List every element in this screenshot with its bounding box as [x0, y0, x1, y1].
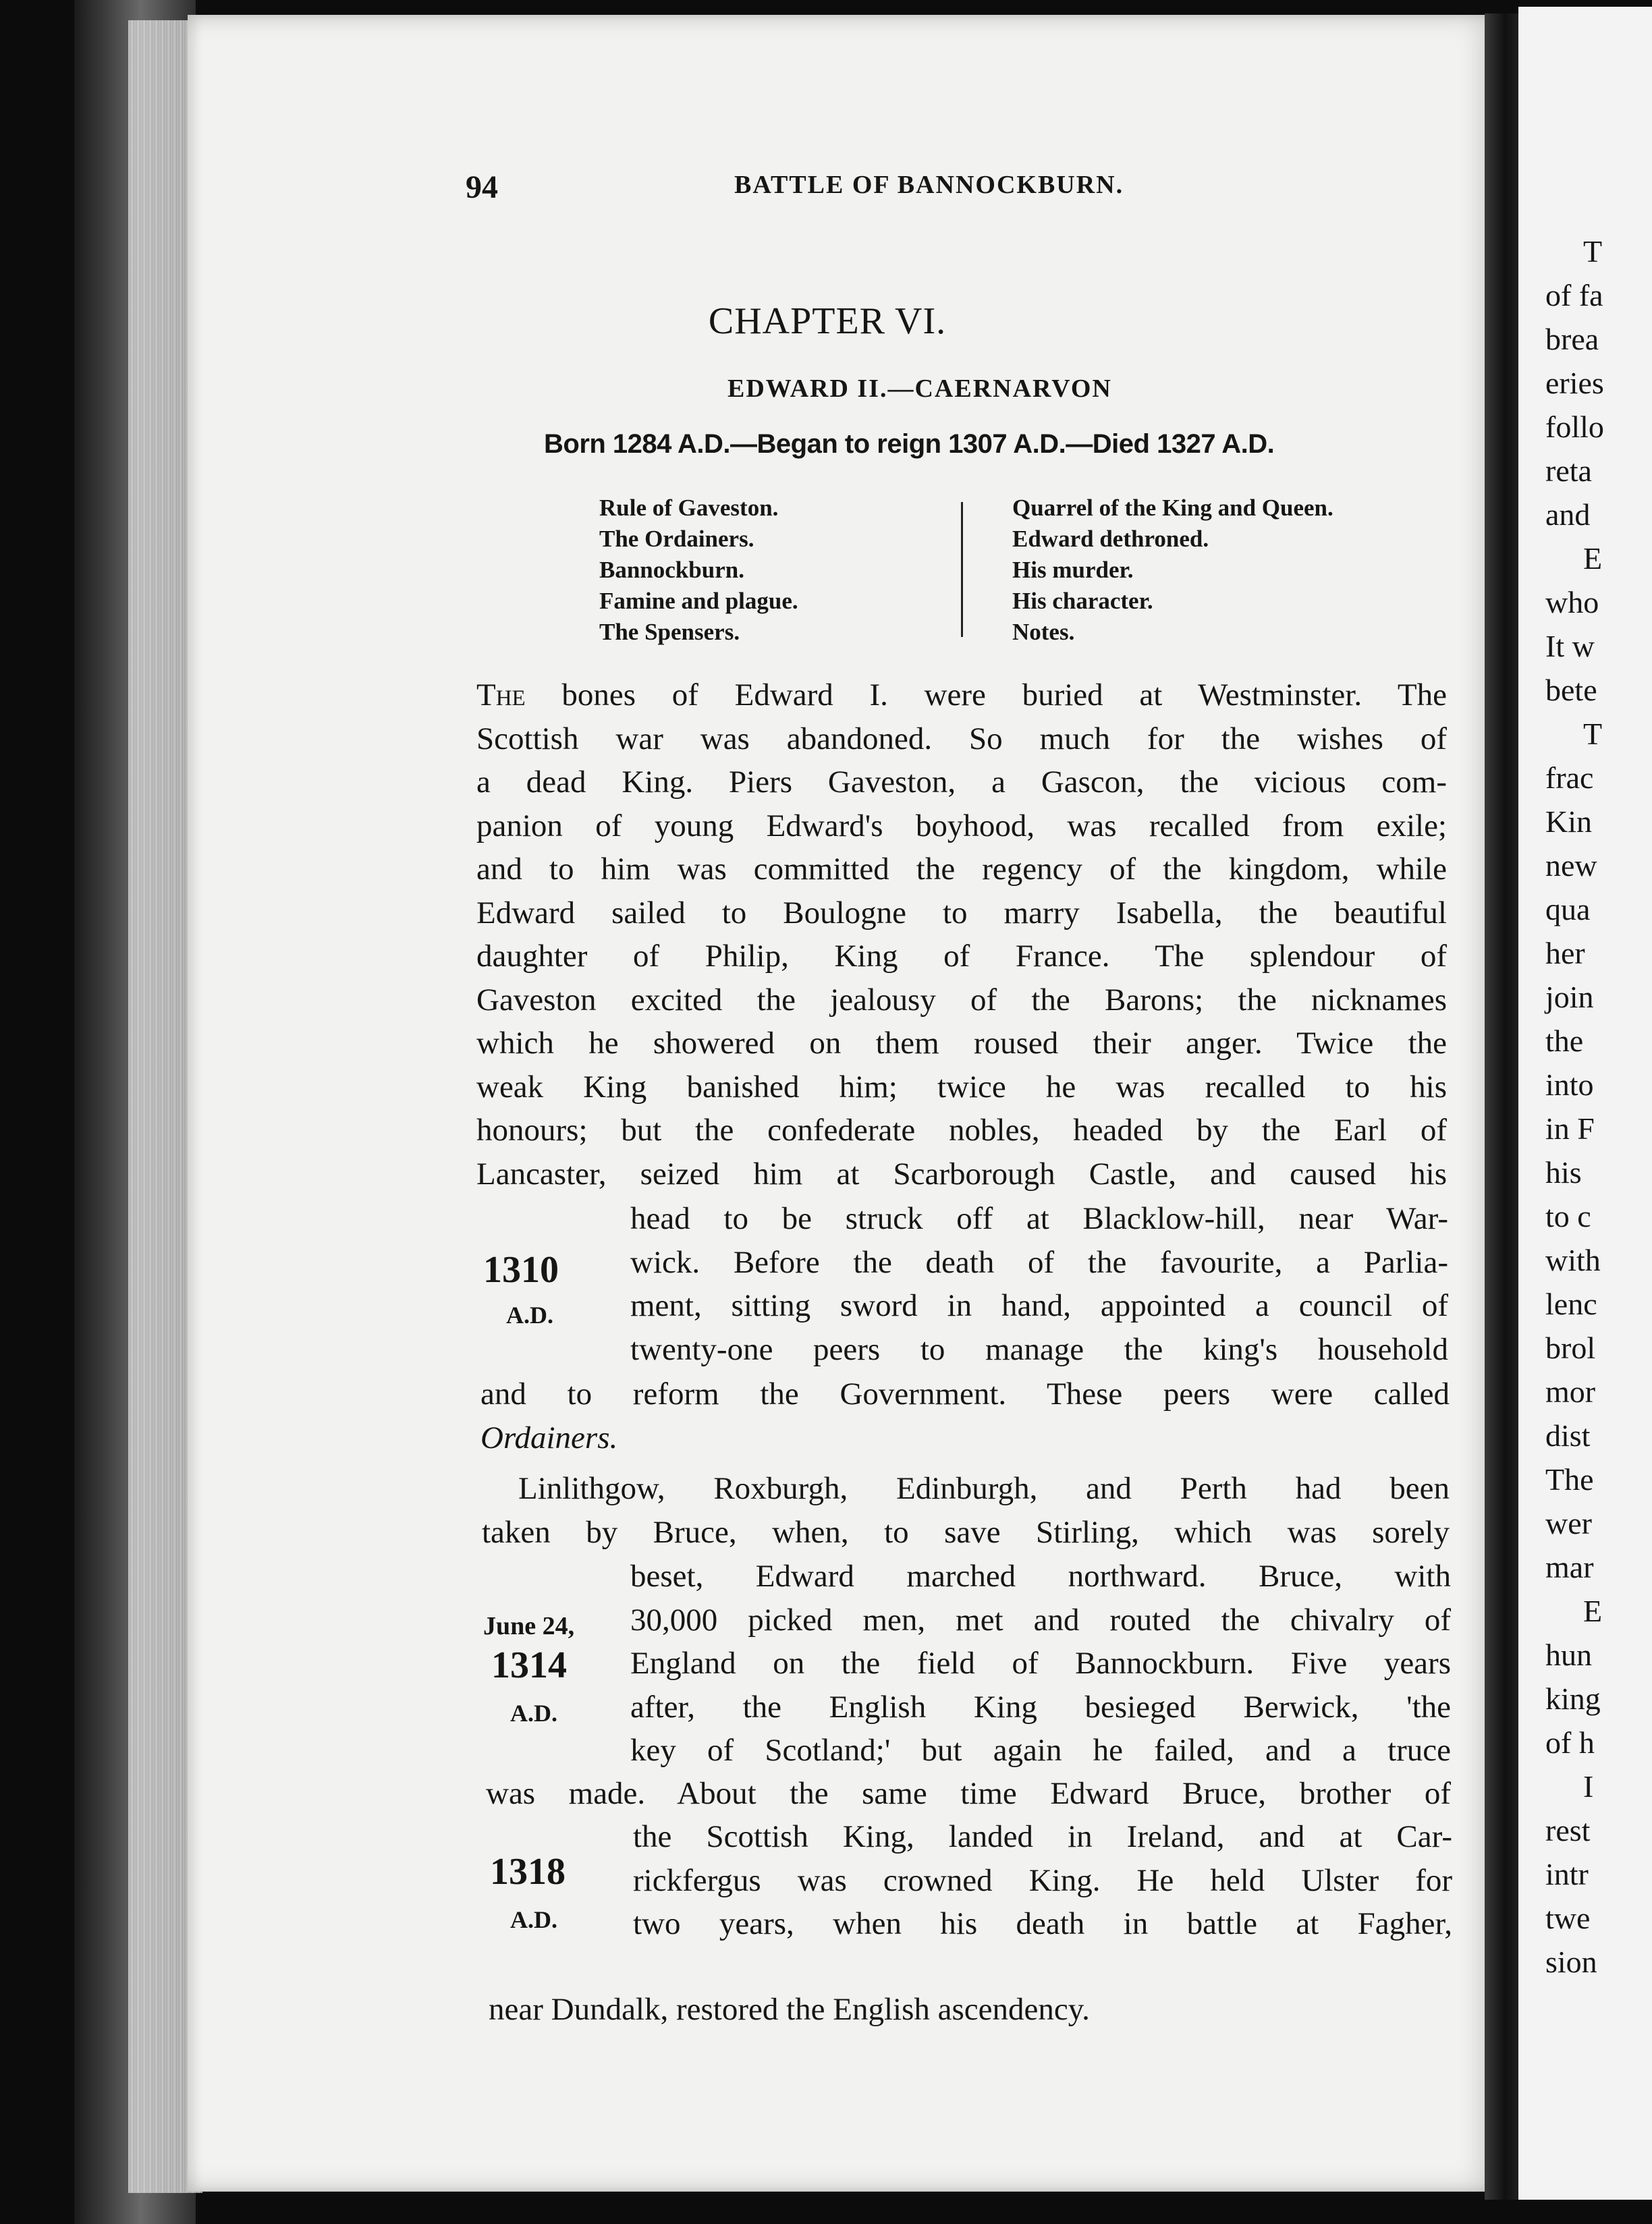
facing-line: reta	[1545, 453, 1592, 488]
facing-line: brol	[1545, 1331, 1596, 1365]
facing-line: his	[1545, 1155, 1582, 1190]
facing-line: rest	[1545, 1813, 1591, 1847]
facing-line: in F	[1545, 1111, 1595, 1146]
contents-divider	[961, 502, 963, 637]
text-line: key of Scotland;' but again he failed, and a truce	[630, 1733, 1451, 1768]
facing-line: Kin	[1545, 804, 1592, 839]
margin-year-1318: 1318	[490, 1851, 566, 1893]
contents-item: His murder.	[1012, 557, 1134, 583]
facing-line: It w	[1545, 629, 1595, 663]
text-line: rickfergus was crowned King. He held Ulster for	[633, 1862, 1452, 1898]
facing-line: her	[1545, 936, 1585, 970]
text-line: taken by Bruce, when, to save Stirling, which was sorely	[482, 1514, 1450, 1550]
facing-line: mor	[1545, 1374, 1596, 1409]
running-head: BATTLE OF BANNOCKBURN.	[734, 171, 1124, 199]
margin-era: A.D.	[506, 1302, 553, 1329]
contents-item: Quarrel of the King and Queen.	[1012, 495, 1333, 521]
text-line: the Scottish King, landed in Ireland, and at Car-	[633, 1819, 1452, 1854]
paragraph-2	[482, 1467, 1450, 1554]
text-line: Edward sailed to Boulogne to marry Isabella, the beautiful	[476, 895, 1447, 930]
facing-line: sion	[1545, 1945, 1597, 1979]
facing-line: T	[1583, 234, 1603, 269]
facing-line: brea	[1545, 322, 1599, 356]
facing-line: hun	[1545, 1638, 1592, 1672]
facing-line: qua	[1545, 892, 1591, 926]
facing-line: the	[1545, 1024, 1584, 1058]
facing-line: T	[1583, 717, 1603, 751]
reign-dates: Born 1284 A.D.—Began to reign 1307 A.D.—Died 1327 A.D.	[544, 429, 1275, 459]
facing-line: lenc	[1545, 1287, 1597, 1321]
chapter-subtitle: EDWARD II.—CAERNARVON	[727, 374, 1112, 403]
text-line: wick. Before the death of the favourite, a Parlia-	[630, 1244, 1448, 1280]
contents-item: Bannockburn.	[599, 557, 744, 583]
paragraph-1-tail	[480, 1372, 1450, 1460]
facing-line: king	[1545, 1681, 1601, 1716]
facing-line: frac	[1545, 760, 1594, 795]
contents-item: Notes.	[1012, 619, 1075, 645]
contents-item: His character.	[1012, 588, 1153, 614]
facing-line: intr	[1545, 1857, 1589, 1891]
text-line: and to reform the Government. These peers were called	[480, 1377, 1450, 1412]
contents-item: The Ordainers.	[599, 526, 754, 552]
facing-line: new	[1545, 848, 1597, 883]
text-line: Scottish war was abandoned. So much for the wishes of	[476, 721, 1447, 756]
text-line: head to be struck off at Blacklow-hill, near War-	[630, 1201, 1448, 1236]
facing-line: bete	[1545, 673, 1597, 707]
facing-line: into	[1545, 1067, 1594, 1102]
text-line: two years, when his death in battle at Fagher,	[633, 1906, 1452, 1941]
text-line: The bones of Edward I. were buried at Westminster. The	[476, 677, 1447, 713]
paragraph-1-indented	[630, 1197, 1448, 1371]
margin-era: A.D.	[510, 1700, 557, 1727]
margin-date: June 24,	[483, 1612, 575, 1640]
text-line: panion of young Edward's boyhood, was recalled from exile;	[476, 808, 1447, 843]
text-line: Lancaster, seized him at Scarborough Castle, and caused his	[476, 1156, 1447, 1192]
text-line-italic: Ordainers.	[480, 1420, 618, 1455]
facing-line: eries	[1545, 366, 1604, 400]
facing-line: I	[1583, 1769, 1594, 1804]
chapter-title-text: CHAPTER VI.	[708, 300, 947, 342]
drop-word: The	[476, 677, 526, 713]
contents-item: Edward dethroned.	[1012, 526, 1209, 552]
text-line: daughter of Philip, King of France. The splendour of	[476, 939, 1447, 974]
text-line: Linlithgow, Roxburgh, Edinburgh, and Perth had been	[518, 1471, 1450, 1506]
facing-line: who	[1545, 585, 1599, 619]
facing-line: join	[1545, 980, 1594, 1014]
text-line: honours; but the confederate nobles, headed by the Earl of	[476, 1113, 1447, 1148]
text-line: and to him was committed the regency of the kingdom, while	[476, 852, 1447, 887]
text-line: near Dundalk, restored the English ascendency.	[489, 1992, 1090, 2027]
text-line: a dead King. Piers Gaveston, a Gascon, the vicious com-	[476, 764, 1447, 800]
contents-right-column	[1012, 493, 1333, 648]
facing-line: The	[1545, 1462, 1594, 1497]
margin-year-1310: 1310	[483, 1249, 559, 1291]
facing-line: of h	[1545, 1725, 1595, 1760]
facing-line: and	[1545, 497, 1591, 532]
facing-page-fragment	[1518, 7, 1652, 2200]
text-line: beset, Edward marched northward. Bruce, with	[630, 1559, 1451, 1594]
chapter-title	[0, 300, 1652, 343]
facing-line: follo	[1545, 410, 1604, 444]
facing-line: twe	[1545, 1901, 1591, 1935]
text-line: England on the field of Bannockburn. Five years	[630, 1646, 1451, 1681]
contents-item: The Spensers.	[599, 619, 740, 645]
paragraph-2-indented-2	[633, 1815, 1452, 1946]
facing-line: mar	[1545, 1550, 1594, 1584]
facing-line: E	[1583, 541, 1603, 576]
facing-line: wer	[1545, 1506, 1592, 1540]
facing-line: dist	[1545, 1418, 1591, 1453]
margin-year-1314: 1314	[491, 1644, 567, 1686]
facing-line: with	[1545, 1243, 1601, 1277]
text-line: ment, sitting sword in hand, appointed a council of	[630, 1288, 1448, 1323]
page-number: 94	[466, 169, 498, 205]
facing-line: of fa	[1545, 278, 1603, 312]
text-line: 30,000 picked men, met and routed the chivalry of	[630, 1602, 1451, 1638]
text-line: weak King banished him; twice he was recalled to his	[476, 1069, 1447, 1105]
margin-era: A.D.	[510, 1906, 557, 1933]
paragraph-1	[476, 673, 1447, 1196]
text-line: Gaveston excited the jealousy of the Barons; the nicknames	[476, 982, 1447, 1018]
paragraph-2-indented	[630, 1555, 1451, 1773]
contents-item: Famine and plague.	[599, 588, 798, 614]
text-line: after, the English King besieged Berwick, 'the	[630, 1689, 1451, 1725]
contents-item: Rule of Gaveston.	[599, 495, 779, 521]
text-line: twenty-one peers to manage the king's household	[630, 1331, 1448, 1367]
facing-line: E	[1583, 1594, 1603, 1628]
text-line: was made. About the same time Edward Bruce, brother of	[486, 1776, 1451, 1811]
facing-line: to c	[1545, 1199, 1591, 1233]
text-line: which he showered on them roused their anger. Twice the	[476, 1026, 1447, 1061]
contents-left-column	[599, 493, 798, 648]
paragraph-2-mid	[486, 1772, 1451, 1816]
